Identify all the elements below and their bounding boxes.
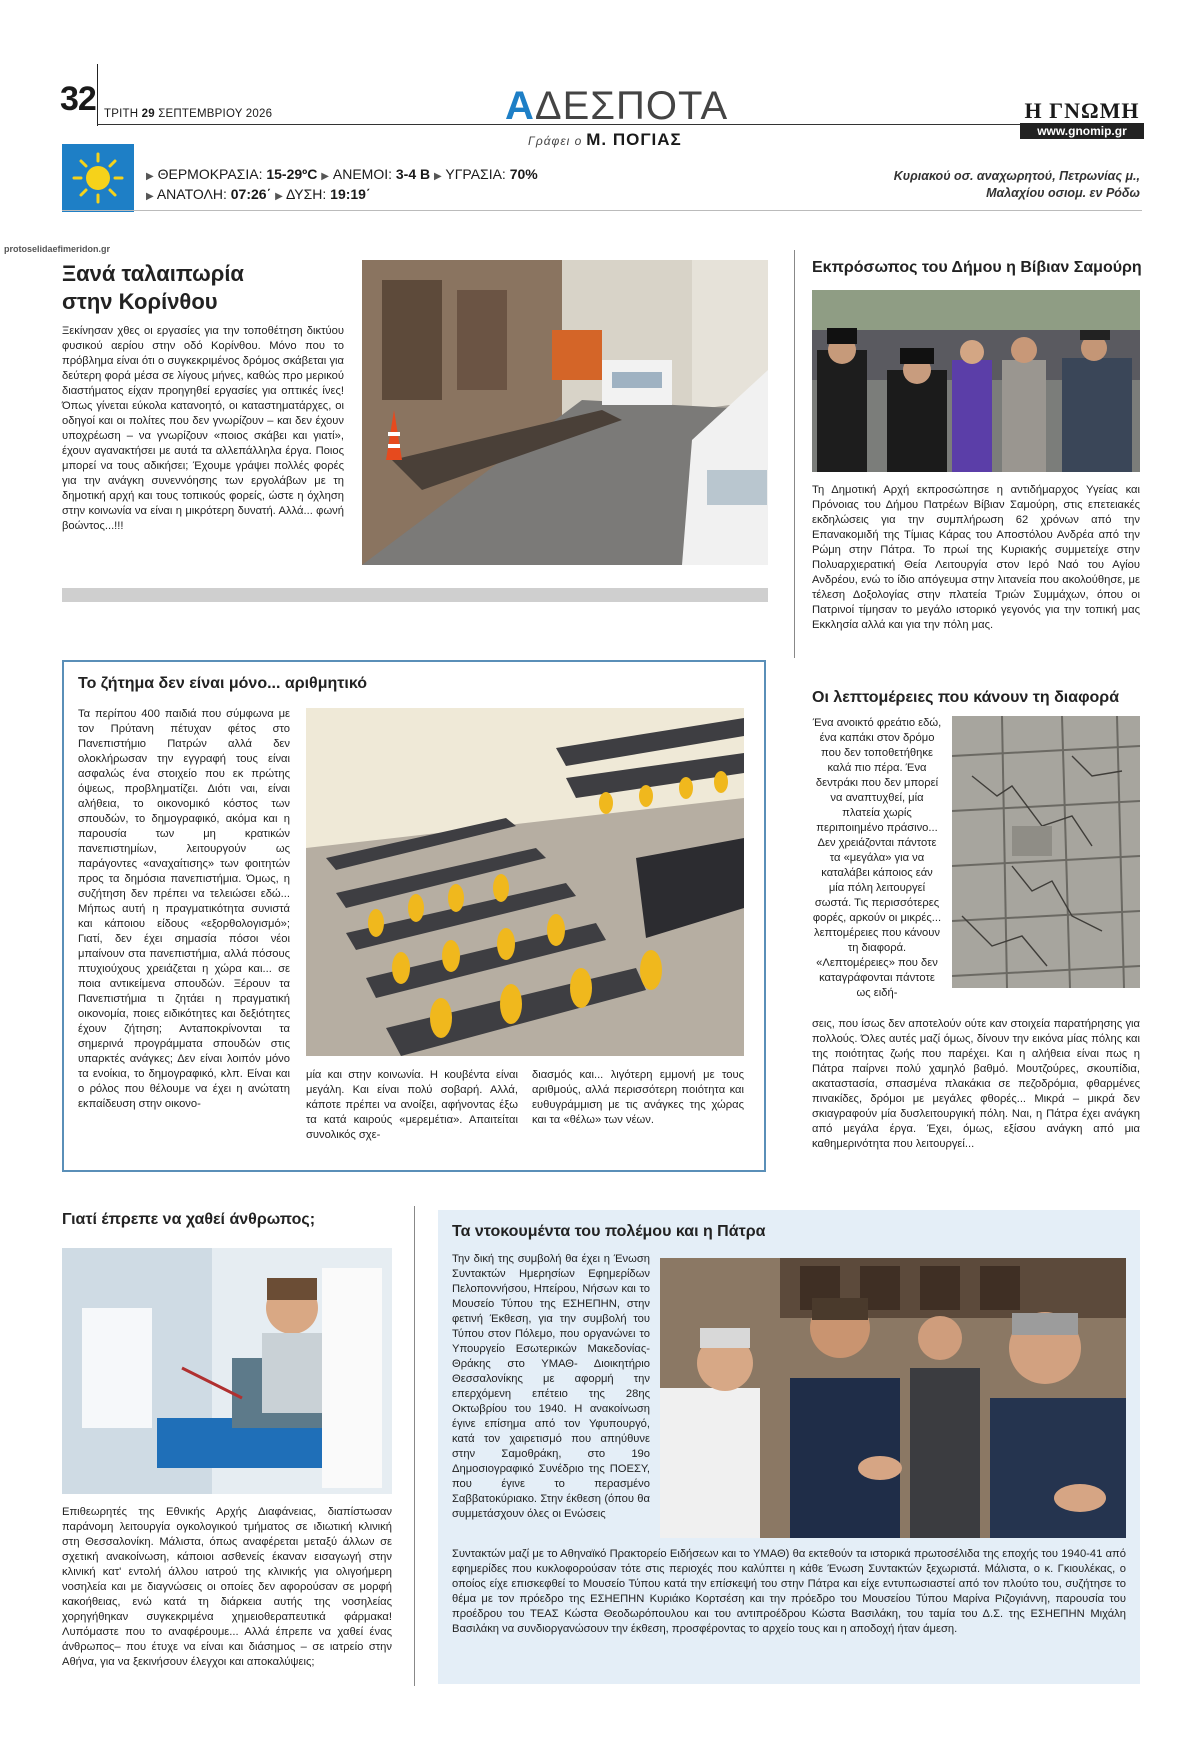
samouri-body: Τη Δημοτική Αρχή εκπροσώπησε η αντιδήμαρχος Υγείας και Πρόνοιας του Δήμου Πατρέων Βίβιαν Σαμούρη, στις επετειακές εκδηλώσεις για την συμπλήρωση 62 χρόνων από την Επανακομιδή της Τίμιας Κάρας του Αποστόλου Ανδρέα από την Ρώμη στην Πάτρα. Το πρωί της Κυριακής συμμετείχε στην Πολυαρχιερατική Θεία Λειτουργία στον Ιερό Ναό του Αγίου Ανδρέου, ενώ το ίδιο απόγευμα στην λιτανεία που ακολούθησε, με τέλεση Δοξολογίας στην πλατεία Τριών Συμμάχων, όπου οι Πατρινοί τίμησαν το μεγάλο ιστορικό γεγονός για την τοπική μας Εκκλησία αλλά και για την πόλη μας.	[812, 484, 1140, 631]
wind-label: ΑΝΕΜΟΙ:	[332, 166, 392, 182]
sunrise-value: 07:26΄	[230, 186, 272, 202]
saints-of-day	[894, 168, 1140, 202]
weather-row-1	[146, 166, 538, 182]
arrow-icon: ▶	[434, 171, 442, 182]
saints-line-1: Κυριακού οσ. αναχωρητού, Πετρωνίας μ.,	[893, 169, 1140, 183]
street-works-photo	[362, 260, 768, 565]
watermark: protoselidaefimeridon.gr	[4, 244, 111, 254]
arrow-icon: ▶	[321, 171, 329, 182]
conference-applause-photo	[660, 1258, 1126, 1538]
byline	[528, 130, 682, 150]
hospital-patient-photo	[62, 1248, 392, 1494]
weather-row-2	[146, 186, 371, 202]
ntokoumenta-body-narrow: Την δική της συμβολή θα έχει η Ένωση Συντακτών Ημερησίων Εφημερίδων Πελοποννήσου, Ηπείρου, Νήσων και το Μουσείο Τύπου της ΕΣΗΕΠΗΝ, στην φετινή Έκθεση, για την συμβολή του Τύπου στον Πόλεμο, που οργανώνει το Υπουργείο Εσωτερικών Μακεδονίας- Θράκης στο ΥΜΑΘ- Διοικητήριο Θεσσαλονίκης με αφορμή την επερχόμενη επέτειο της 28ης Οκτωβρίου του 1940. Η ανακοίνωση έγινε επίσημα από τον Υφυπουργό, κατά τον χαιρετισμό που απηύθυνε στην Σαμοθράκη, στο 19ο Δημοσιογραφικό Συνέδριο της ΠΟΕΣΥ, που έγινε το περασμένο Σαββατοκύριακο. Στην έκθεση (όπου θα συμμετάσχουν όλες οι Ενώσεις	[452, 1253, 650, 1520]
leptomereies-body-wide: σεις, που ίσως δεν αποτελούν ούτε καν στοιχεία παρατήρησης για πολλούς. Όλες αυτές μαζί όμως, δίνουν την εικόνα μίας πόλης και της ποιότητας ζωής που παρέχει. Και η αλήθεια είναι πως η Πάτρα παίρνει πολύ χαμηλό βαθμό. Μουτζούρες, σκουπίδια, ακαταστασία, σπασμένα πλακάκια σε πεζοδρόμια, φθαρμένες πινακίδες, δρόμοι με μεγάλες φθορές... Μικρά – μικρά δεν σκιαγραφούν μία δυσλειτουργική πόλη. Ναι, η Πάτρα έχει ανάγκη από μεγάλα έργα. Έχει, όμως, εξίσου ανάγκη από μια καθημερινότητα που λειτουργεί...	[812, 1018, 1140, 1150]
anthropos-body: Επιθεωρητές της Εθνικής Αρχής Διαφάνειας, διαπίστωσαν παράνομη λειτουργία ογκολογικού τμήματος σε ιδιωτική κλινική στη Θεσσαλονίκη. Μάλιστα, όπως αναφέρεται μεταξύ άλλων σε σχετική ανακοίνωση, κάποιοι ασθενείς έκαναν εισαγωγή στην κλινική κατ' εντολή άλλου ιατρού της κλινικής για ολιγοήμερη νοσηλεία και με διαγνώσεις οι οποίες δεν αφορούσαν σε μορφή κακοήθειας, ενώ κατά τη διάρκεια αυτής της νοσηλείας χορηγήθηκαν συγκεκριμένα χημειοθεραπευτικά φάρμακα! Λυπόμαστε που το αναφέρουμε... Αλλά έπρεπε να χαθεί ένας άνθρωπος– που έτυχε να είναι και διάσημος – σε ιατρείο στην Αθήνα, για να ξεκινήσουν έλεγχοι και αποκαλύψεις;	[62, 1506, 392, 1668]
arrow-icon: ▶	[146, 171, 154, 182]
korinthou-title-line-2: στην Κορίνθου	[62, 289, 218, 314]
zitima-body-col-3: διασμός και... λιγότερη εμμονή με τους αριθμούς, αλλά περισσότερη ποιότητα και ευθυγράμμιση με τις ανάγκες της χώρας και τα «θέλω» των νέων.	[532, 1069, 744, 1126]
arrow-icon: ▶	[275, 191, 283, 202]
leptomereies-body-narrow: Ένα ανοικτό φρεάτιο εδώ, ένα καπάκι στον δρόμο που δεν τοποθετήθηκε καλά πιο πέρα. Ένα δεντράκι που δεν μπορεί να αναπτυχθεί, μία πλατεία χωρίς περιποιημένο πράσινο... Δεν χρειάζονται πάντοτε τα «μεγάλα» για να καταλάβει κάποιος εάν μία πόλη λειτουργεί σωστά. Τις περισσότερες φορές, αρκούν οι μικρές... λεπτομέρειες που κάνουν τη διαφορά. «Λεπτομέρειες» που δεν καταγράφονται πάντοτε ως ειδή-	[812, 717, 942, 999]
temp-value: 15-29ºC	[266, 166, 318, 182]
anthropos-headline: Γιατί έπρεπε να χαθεί άνθρωπος;	[62, 1211, 316, 1228]
date-num: 29	[141, 108, 155, 120]
date-rest: ΣΕΠΤΕΜΒΡΙΟΥ 2026	[158, 108, 273, 120]
header-date	[104, 108, 272, 120]
saints-line-2: Μαλαχίου οσιομ. εν Ρόδω	[986, 186, 1140, 200]
sun-icon-box	[62, 144, 134, 212]
broken-pavement-photo	[952, 716, 1140, 988]
lecture-hall-photo	[306, 708, 744, 1056]
logo-url: www.gnomip.gr	[1020, 123, 1144, 139]
humidity-label: ΥΓΡΑΣΙΑ:	[445, 166, 506, 182]
zitima-headline: Το ζήτημα δεν είναι μόνο... αριθμητικό	[78, 675, 368, 692]
logo	[1020, 100, 1144, 139]
sun-icon	[62, 144, 134, 212]
byline-prefix: Γράφει ο	[528, 134, 583, 148]
zitima-body-col-2: μία και στην κοινωνία. Η κουβέντα είναι μεγάλη. Και είναι πολύ σοβαρή. Αλλά, κάποτε πρέπει να ανοίξει, αφήνοντας έξω τα κατά καιρούς «μερεμέτια». Απαιτείται συνολικός σχε-	[306, 1069, 518, 1141]
sunset-value: 19:19΄	[330, 186, 371, 202]
column-title-first-letter: Α	[505, 84, 535, 128]
humidity-value: 70%	[509, 166, 538, 182]
ceremony-photo	[812, 290, 1140, 472]
temp-label: ΘΕΡΜΟΚΡΑΣΙΑ:	[157, 166, 263, 182]
section-divider-bar	[62, 588, 768, 602]
date-day: ΤΡΙΤΗ	[104, 108, 139, 120]
page-number-divider	[97, 64, 98, 126]
arrow-icon: ▶	[146, 191, 154, 202]
korinthou-headline	[62, 260, 362, 316]
logo-text: Η ΓΝΩΜΗ	[1024, 98, 1140, 123]
wind-value: 3-4 Β	[395, 166, 431, 182]
ntokoumenta-headline: Τα ντοκουμέντα του πολέμου και η Πάτρα	[452, 1223, 766, 1240]
zitima-body-col-1: Τα περίπου 400 παιδιά που σύμφωνα με τον Πρύτανη πέτυχαν φέτος στο Πανεπιστήμιο Πατρών αλλά δεν ολοκλήρωσαν την εγγραφή τους είναι ασφαλώς ένα στοιχείο που εκ πρώτης όψεως, προβληματίζει. Διότι ναι, είναι αλήθεια, το οικονομικό κόστος των σπουδών, το δημογραφικό, ακόμα και η παρουσία των μη κρατικών πανεπιστημίων, λειτουργούν ως παράγοντες «αναχαίτισης» των φοιτητών προς τα δημόσια πανεπιστήμια. Όμως, η συζήτηση δεν πρέπει να τελειώσει εδώ... Μήπως αυτή η πραγματικότητα συνιστά και κάποιου είδους «εξορθολογισμό»; Γιατί, δεν έχει σημασία πόσοι νέοι μπαίνουν στα πανεπιστήμια, αλλά πόσους πτυχιούχους χρειάζεται η χώρα και... σε ποια αντικείμενα σπουδών. Ξέρουν τα Πανεπιστήμια τι ζητάει η πραγματική οικονομία, ποιες ειδικότητες και δεξιότητες έχουν ζήτηση; Ανταποκρίνονται τα σημερινά προγράμματα σπουδών στις υπαρκτές ανάγκες; Δεν είναι λοιπόν μόνο τα ενοίκια, το δημογραφικό, κλπ. Είναι και ο ρόλος που θέλουμε να έχει η ανώτατη εκπαίδευση στην οικονο-	[78, 708, 290, 1110]
column-title	[505, 86, 728, 126]
column-title-rest: ΔΕΣΠΟΤΑ	[534, 84, 729, 128]
leptomereies-headline: Οι λεπτομέρειες που κάνουν τη διαφορά	[812, 689, 1120, 706]
page-number: 32	[60, 80, 96, 118]
weather-rule	[62, 210, 1142, 211]
sunrise-label: ΑΝΑΤΟΛΗ:	[156, 186, 227, 202]
korinthou-title-line-1: Ξανά ταλαιπωρία	[62, 261, 244, 286]
column-divider-right	[794, 250, 795, 658]
byline-name: Μ. ΠΟΓΙΑΣ	[586, 130, 682, 149]
ntokoumenta-body-wide: Συντακτών μαζί με το Αθηναϊκό Πρακτορείο Ειδήσεων και το ΥΜΑΘ) θα εκτεθούν τα ιστορικά πρωτοσέλιδα της εποχής του 1940-41 από εφημερίδες που κυκλοφορούσαν τότε στις περιοχές που καλύπτει η κάθε Ένωση Συντακτών ξεχωριστά. Μάλιστα, ο κ. Γκιουλέκας, ο οποίος είχε επισκεφθεί το Μουσείο Τύπου κατά την επίσκεψή του στην Πάτρα και είχε εντυπωσιαστεί από τον πλούτο του, συζήτησε το θέμα με τον πρόεδρο της ΕΣΗΕΠΗΝ Κυριάκο Κορτσέση και την πρόεδρο του Μουσείου Τύπου Μαρίνα Ριζογιάννη, παρουσία του προέδρου του ΤΕΑΣ Κώστα Θεοδωρόπουλου και του αντιπροέδρου Κώστα Βασιλάκη, του ταμία του Δ.Σ. της ΕΣΗΕΠΗΝ Μιχάλη Βασιλάκη να συνδιοργανώσουν την έκθεση, προσφέροντας το αρχείο τους και η αποδοχή ήταν άμεση.	[452, 1548, 1126, 1635]
samouri-headline: Εκπρόσωπος του Δήμου η Βίβιαν Σαμούρη	[812, 259, 1142, 276]
column-divider-bottom	[414, 1206, 415, 1686]
sunset-label: ΔΥΣΗ:	[285, 186, 327, 202]
korinthou-body: Ξεκίνησαν χθες οι εργασίες για την τοποθέτηση δικτύου φυσικού αερίου στην οδό Κορίνθου. Μόνο που το πρόβλημα είναι ότι ο συγκεκριμένος δρόμος σκάβεται για δεύτερη φορά μέσα σε λίγους μήνες, καθώς προ μερικού διαστήματος είχαν προηγηθεί εργασίες για οπτικές ίνες! Όπως γίνεται εύκολα κατανοητό, οι καταστηματάρχες, οι οδηγοί και οι πολίτες που δεν γνωρίζουν – και δεν έχουν υποχρέωση – να γνωρίζουν «ποιος σκάβει και γιατί», έχουν αγανακτήσει με αυτά τα αλλεπάλληλα έργα. Ποιος μπορεί να τους αδικήσει; Έχουμε γράψει πολλές φορές για την ανάγκη συνεννόησης των εργολάβων με τη δημοτική αρχή και τους τοπικούς φορείς, ώστε η όχληση στην κοινωνία να είναι η μικρότερη δυνατή. Αλλά... φωνή βοώντος...!!!	[62, 325, 344, 532]
